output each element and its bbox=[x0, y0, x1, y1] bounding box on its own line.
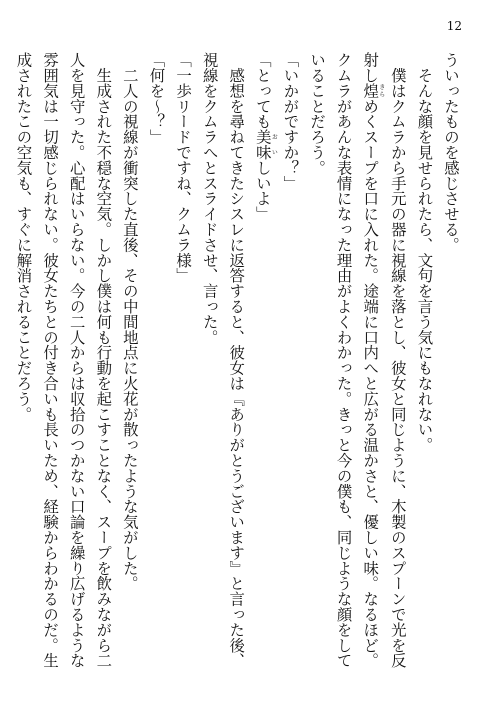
text-line-12: 「何を～？」 bbox=[147, 52, 166, 145]
text-line-9: 感想を尋ねてきたシスレに返答すると、彼女は『ありがとうございます』と言った後、 bbox=[227, 52, 246, 668]
text-line-17: 成されたこの空気も、すぐに解消されることだろう。 bbox=[14, 52, 33, 422]
text-line-16: 雰囲気は一切感じられない。彼女たちとの付き合いも長いため、経験からわかるのだ。生 bbox=[41, 52, 60, 668]
text-line-5: クムラがあんな表情になった理由がよくわかった。きっと今の僕も、同じような顔をして bbox=[334, 52, 353, 668]
text-line-14: 生成された不穏な空気。しかし僕は何も行動を起こすことなく、スープを飲みながら二 bbox=[94, 52, 113, 668]
text-line-15: 人を見守った。心配はいらない。今の二人からは収拾のつかない口論を繰り広げるような bbox=[67, 52, 86, 668]
text-line-10: 視線をクムラへとスライドさせ、言った。 bbox=[200, 52, 219, 345]
text-line-13: 二人の視線が衝突した直後、その中間地点に火花が散ったような気がした。 bbox=[120, 52, 139, 591]
text-line-3: 僕はクムラから手元の器に視線を落とし、彼女と同じように、木製のスプーンで光を反 bbox=[388, 52, 407, 668]
page-number: 12 bbox=[446, 19, 462, 33]
text-line-7: 「いかがですか？」 bbox=[281, 52, 300, 191]
text-line-1: ういったものを感じさせる。 bbox=[442, 52, 460, 253]
text-line-8: 「とっても美味おいしいよ」 bbox=[253, 52, 278, 222]
text-line-2: そんな顔を見せられたら、文句を言う気にもなれない。 bbox=[415, 52, 434, 453]
ruby-oi: 美味おい bbox=[253, 129, 278, 160]
body-text bbox=[14, 52, 464, 669]
text-line-6: いることだろう。 bbox=[308, 52, 327, 176]
ruby-kira: 煌きら bbox=[361, 82, 385, 99]
text-line-4: 射し煌きらめくスープを口に入れた。途端に口内へと広がる温かさと、優しい味。なるほど。 bbox=[361, 52, 385, 669]
text-line-11: 「一歩リードですね、クムラ様」 bbox=[174, 52, 193, 283]
